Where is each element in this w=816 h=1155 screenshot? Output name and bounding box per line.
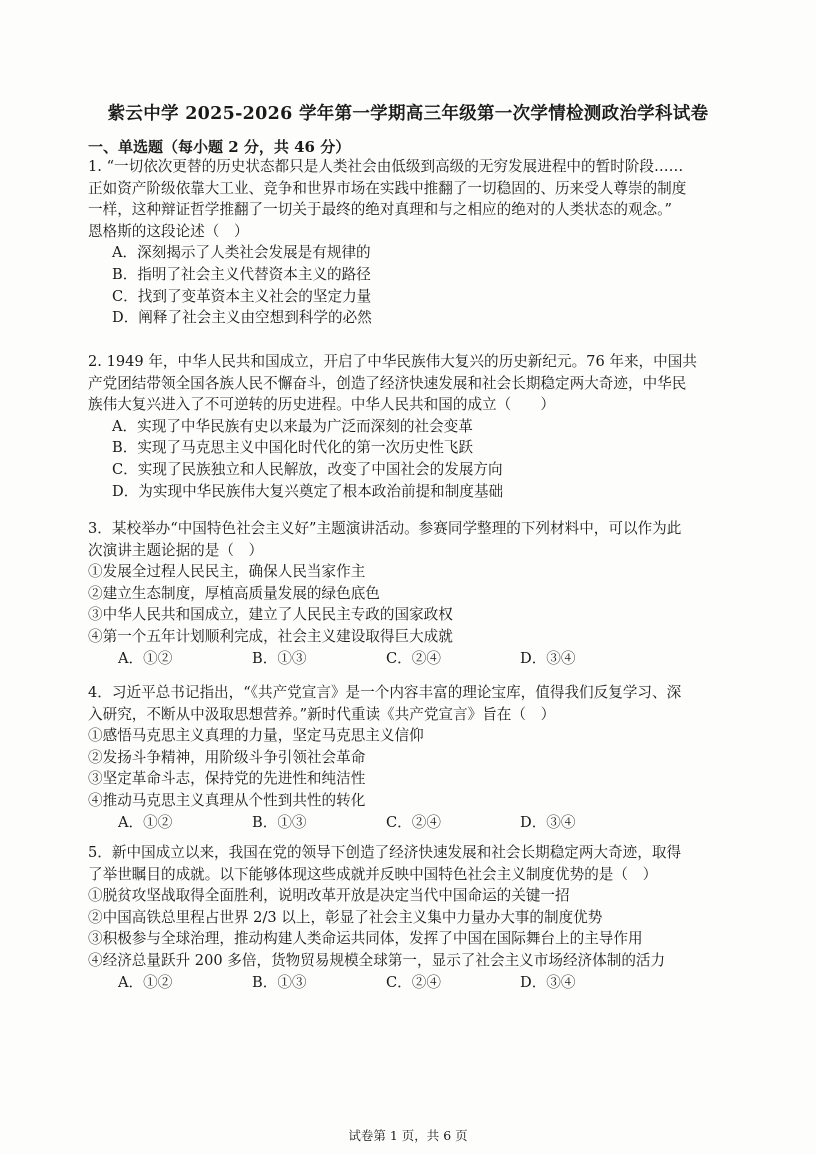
option-c: C．实现了民族独立和人民解放，改变了中国社会的发展方向 [112, 460, 503, 478]
statement-item: ②中国高铁总里程占世界 2/3 以上，彰显了社会主义集中力量办大事的制度优势 [88, 908, 603, 926]
choice-c: C．②④ [386, 649, 441, 667]
question-2 [88, 351, 748, 502]
statement-item: ①发展全过程人民民主，确保人民当家作主 [88, 563, 366, 581]
statement-item: ④经济总量跃升 200 多倍，货物贸易规模全球第一，显示了社会主义市场经济体制的活力 [88, 951, 666, 969]
option-b: B．指明了社会主义代替资本主义的路径 [112, 265, 371, 283]
option-b: B．实现了马克思主义中国化时代化的第一次历史性飞跃 [112, 439, 473, 457]
choice-c: C．②④ [386, 813, 441, 831]
question-1 [88, 156, 748, 329]
statement-item: ①脱贫攻坚战取得全面胜利，说明改革开放是决定当代中国命运的关键一招 [88, 887, 570, 905]
question-stem-line: 正如资产阶级依靠大工业、竞争和世界市场在实践中推翻了一切稳固的、历来受人尊崇的制度 [88, 179, 687, 197]
option-d: D．阐释了社会主义由空想到科学的必然 [112, 309, 372, 327]
choice-row [88, 972, 748, 994]
option-c: C．找到了变革资本主义社会的坚定力量 [112, 287, 372, 305]
question-5 [88, 842, 748, 993]
statement-item: ③坚定革命斗志，保持党的先进性和纯洁性 [88, 770, 366, 788]
option-d: D．为实现中华民族伟大复兴奠定了根本政治前提和制度基础 [112, 482, 504, 500]
question-stem-line: 了举世瞩目的成就。以下能够体现这些成就并反映中国特色社会主义制度优势的是（ ） [88, 865, 658, 883]
statement-item: ①感悟马克思主义真理的力量，坚定马克思主义信仰 [88, 727, 424, 745]
choice-a: A．①② [118, 813, 173, 831]
choice-a: A．①② [118, 649, 173, 667]
question-stem-line: 恩格斯的这段论述（ ） [88, 222, 249, 240]
choice-a: A．①② [118, 973, 173, 991]
choice-d: D．③④ [520, 813, 576, 831]
choice-d: D．③④ [520, 973, 576, 991]
question-stem-line: 次演讲主题论据的是（ ） [88, 541, 264, 559]
choice-b: B．①③ [252, 813, 307, 831]
statement-item: ②发扬斗争精神，用阶级斗争引领社会革命 [88, 748, 366, 766]
question-stem-line: 入研究，不断从中汲取思想营养。”新时代重读《共产党宣言》旨在（ ） [88, 705, 556, 723]
question-stem-line: 产党团结带领全国各族人民不懈奋斗，创造了经济快速发展和社会长期稳定两大奇迹，中华民 [88, 374, 687, 392]
choice-c: C．②④ [386, 973, 441, 991]
option-a: A．实现了中华民族有史以来最为广泛而深刻的社会变革 [112, 417, 473, 435]
choice-d: D．③④ [520, 649, 576, 667]
question-stem-line: 5．新中国成立以来，我国在党的领导下创造了经济快速发展和社会长期稳定两大奇迹，取得 [88, 844, 682, 861]
statement-item: ④推动马克思主义真理从个性到共性的转化 [88, 791, 366, 809]
page-footer: 试卷第 1 页，共 6 页 [348, 1128, 468, 1143]
choice-row [88, 648, 748, 670]
choice-b: B．①③ [252, 649, 307, 667]
question-stem-line: 2. 1949 年，中华人民共和国成立，开启了中华民族伟大复兴的历史新纪元。76 年来，中国共 [88, 353, 697, 370]
question-stem-line: 3．某校举办“中国特色社会主义好”主题演讲活动。参赛同学整理的下列材料中，可以作为此 [88, 520, 682, 537]
exam-title: 紫云中学 2025-2026 学年第一学期高三年级第一次学情检测政治学科试卷 [107, 104, 709, 124]
choice-row [88, 812, 748, 834]
statement-item: ②建立生态制度，厚植高质量发展的绿色底色 [88, 584, 380, 602]
question-stem-line: 4．习近平总书记指出，“《共产党宣言》是一个内容丰富的理论宝库，值得我们反复学习、深 [88, 684, 682, 701]
question-4 [88, 682, 748, 833]
question-stem-line: 一样，这种辩证哲学推翻了一切关于最终的绝对真理和与之相应的绝对的人类状态的观念。” [88, 201, 672, 219]
question-stem-line: 族伟大复兴进入了不可逆转的历史进程。中华人民共和国的成立（ ） [88, 396, 556, 414]
statement-item: ③积极参与全球治理，推动构建人类命运共同体，发挥了中国在国际舞台上的主导作用 [88, 930, 643, 948]
question-3 [88, 518, 748, 669]
statement-item: ④第一个五年计划顺利完成，社会主义建设取得巨大成就 [88, 627, 453, 645]
choice-b: B．①③ [252, 973, 307, 991]
statement-item: ③中华人民共和国成立，建立了人民民主专政的国家政权 [88, 606, 453, 624]
question-stem-line: 1. “一切依次更替的历史状态都只是人类社会由低级到高级的无穷发展进程中的暂时阶段…… [88, 158, 684, 175]
section-heading: 一、单选题（每小题 2 分，共 46 分） [88, 138, 351, 156]
option-a: A．深刻揭示了人类社会发展是有规律的 [112, 244, 371, 262]
